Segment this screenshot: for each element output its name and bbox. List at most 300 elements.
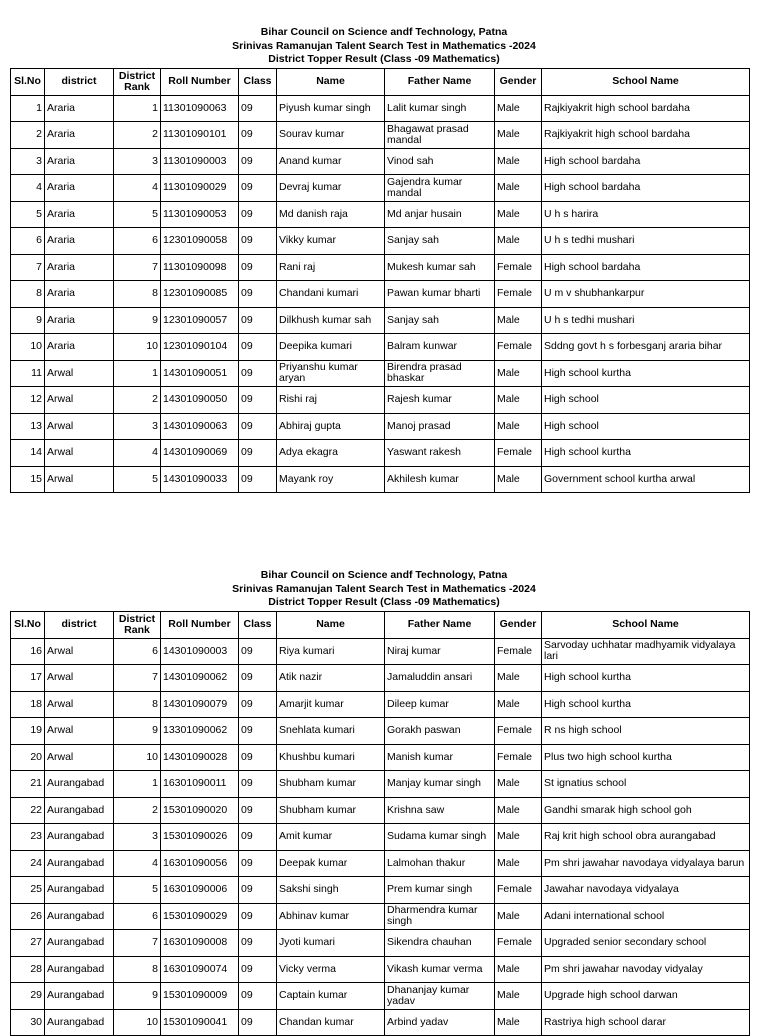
table-row	[11, 413, 750, 440]
cell-name: Piyush kumar singh	[277, 95, 385, 122]
table-header-row	[11, 68, 750, 95]
cell-gender: Female	[495, 930, 542, 957]
result-sheet-1	[0, 26, 768, 493]
cell-sl-no: 15	[11, 466, 45, 493]
cell-roll-number: 14301090062	[161, 665, 239, 692]
col-header-gender: Gender	[495, 611, 542, 638]
cell-school-name: Government school kurtha arwal	[542, 466, 750, 493]
cell-class: 09	[239, 1009, 277, 1036]
cell-father-name: Sanjay sah	[385, 228, 495, 255]
cell-sl-no: 13	[11, 413, 45, 440]
cell-district-rank: 4	[114, 175, 161, 202]
table-row	[11, 95, 750, 122]
cell-sl-no: 20	[11, 744, 45, 771]
cell-name: Devraj kumar	[277, 175, 385, 202]
cell-name: Chandani kumari	[277, 281, 385, 308]
table-row	[11, 307, 750, 334]
cell-district: Arwal	[45, 718, 114, 745]
table-row	[11, 718, 750, 745]
cell-district-rank: 2	[114, 797, 161, 824]
cell-class: 09	[239, 850, 277, 877]
cell-sl-no: 19	[11, 718, 45, 745]
cell-district-rank: 7	[114, 254, 161, 281]
cell-district: Araria	[45, 307, 114, 334]
cell-district-rank: 3	[114, 824, 161, 851]
cell-name: Anand kumar	[277, 148, 385, 175]
cell-gender: Female	[495, 638, 542, 665]
cell-gender: Male	[495, 360, 542, 387]
cell-district: Aurangabad	[45, 850, 114, 877]
result-sheet-2	[0, 569, 768, 1036]
cell-class: 09	[239, 903, 277, 930]
table-row	[11, 254, 750, 281]
cell-district-rank: 8	[114, 281, 161, 308]
cell-district: Arwal	[45, 440, 114, 467]
cell-class: 09	[239, 877, 277, 904]
cell-school-name: Rastriya high school darar	[542, 1009, 750, 1036]
cell-sl-no: 10	[11, 334, 45, 361]
cell-gender: Male	[495, 413, 542, 440]
council-title: Bihar Council on Science andf Technology, Patna	[0, 569, 768, 583]
col-header-roll-number: Roll Number	[161, 611, 239, 638]
cell-district: Arwal	[45, 665, 114, 692]
cell-gender: Male	[495, 122, 542, 149]
cell-district: Arwal	[45, 413, 114, 440]
cell-name: Mayank roy	[277, 466, 385, 493]
cell-gender: Female	[495, 877, 542, 904]
cell-district: Araria	[45, 175, 114, 202]
table-row	[11, 824, 750, 851]
cell-class: 09	[239, 638, 277, 665]
table-row	[11, 466, 750, 493]
cell-district: Araria	[45, 95, 114, 122]
table-row	[11, 387, 750, 414]
cell-school-name: Raj krit high school obra aurangabad	[542, 824, 750, 851]
cell-roll-number: 15301090026	[161, 824, 239, 851]
cell-name: Riya kumari	[277, 638, 385, 665]
cell-name: Sourav kumar	[277, 122, 385, 149]
table-header-row	[11, 611, 750, 638]
cell-father-name: Birendra prasad bhaskar	[385, 360, 495, 387]
cell-name: Abhinav kumar	[277, 903, 385, 930]
cell-gender: Male	[495, 691, 542, 718]
cell-district-rank: 4	[114, 440, 161, 467]
cell-sl-no: 2	[11, 122, 45, 149]
cell-class: 09	[239, 983, 277, 1010]
cell-sl-no: 7	[11, 254, 45, 281]
cell-district-rank: 10	[114, 1009, 161, 1036]
cell-school-name: High school bardaha	[542, 175, 750, 202]
cell-roll-number: 11301090003	[161, 148, 239, 175]
cell-district: Aurangabad	[45, 983, 114, 1010]
cell-district: Araria	[45, 122, 114, 149]
cell-district-rank: 5	[114, 466, 161, 493]
table-row	[11, 930, 750, 957]
cell-sl-no: 27	[11, 930, 45, 957]
cell-district: Aurangabad	[45, 877, 114, 904]
col-header-school-name: School Name	[542, 611, 750, 638]
cell-roll-number: 16301090006	[161, 877, 239, 904]
cell-class: 09	[239, 744, 277, 771]
cell-sl-no: 16	[11, 638, 45, 665]
cell-class: 09	[239, 387, 277, 414]
col-header-roll-number: Roll Number	[161, 68, 239, 95]
cell-school-name: High school kurtha	[542, 665, 750, 692]
cell-father-name: Lalmohan thakur	[385, 850, 495, 877]
cell-school-name: Jawahar navodaya vidyalaya	[542, 877, 750, 904]
col-header-school-name: School Name	[542, 68, 750, 95]
cell-gender: Female	[495, 334, 542, 361]
topper-table	[10, 611, 750, 1036]
cell-name: Dilkhush kumar sah	[277, 307, 385, 334]
cell-class: 09	[239, 254, 277, 281]
test-title: Srinivas Ramanujan Talent Search Test in Mathematics -2024	[0, 40, 768, 54]
cell-sl-no: 1	[11, 95, 45, 122]
cell-father-name: Manish kumar	[385, 744, 495, 771]
cell-roll-number: 12301090104	[161, 334, 239, 361]
cell-gender: Male	[495, 201, 542, 228]
cell-district-rank: 1	[114, 360, 161, 387]
cell-class: 09	[239, 718, 277, 745]
cell-school-name: High school kurtha	[542, 440, 750, 467]
cell-roll-number: 11301090098	[161, 254, 239, 281]
cell-class: 09	[239, 148, 277, 175]
cell-district-rank: 10	[114, 334, 161, 361]
cell-class: 09	[239, 360, 277, 387]
cell-class: 09	[239, 201, 277, 228]
cell-father-name: Arbind yadav	[385, 1009, 495, 1036]
col-header-district-rank: District Rank	[114, 68, 161, 95]
cell-school-name: High school kurtha	[542, 691, 750, 718]
cell-name: Priyanshu kumar aryan	[277, 360, 385, 387]
cell-district-rank: 5	[114, 877, 161, 904]
cell-sl-no: 3	[11, 148, 45, 175]
cell-class: 09	[239, 824, 277, 851]
cell-gender: Female	[495, 440, 542, 467]
cell-district: Arwal	[45, 466, 114, 493]
cell-gender: Female	[495, 744, 542, 771]
cell-district-rank: 2	[114, 387, 161, 414]
cell-sl-no: 8	[11, 281, 45, 308]
table-row	[11, 744, 750, 771]
cell-district: Arwal	[45, 360, 114, 387]
cell-class: 09	[239, 956, 277, 983]
cell-name: Snehlata kumari	[277, 718, 385, 745]
cell-district-rank: 3	[114, 413, 161, 440]
cell-father-name: Jamaluddin ansari	[385, 665, 495, 692]
cell-sl-no: 6	[11, 228, 45, 255]
cell-father-name: Lalit kumar singh	[385, 95, 495, 122]
cell-roll-number: 14301090033	[161, 466, 239, 493]
cell-class: 09	[239, 307, 277, 334]
cell-name: Amarjit kumar	[277, 691, 385, 718]
cell-name: Atik nazir	[277, 665, 385, 692]
cell-roll-number: 12301090057	[161, 307, 239, 334]
cell-school-name: U m v shubhankarpur	[542, 281, 750, 308]
cell-school-name: High school bardaha	[542, 148, 750, 175]
cell-sl-no: 22	[11, 797, 45, 824]
col-header-gender: Gender	[495, 68, 542, 95]
cell-school-name: High school kurtha	[542, 360, 750, 387]
table-row	[11, 638, 750, 665]
cell-gender: Female	[495, 254, 542, 281]
cell-gender: Female	[495, 718, 542, 745]
sheet-header	[0, 569, 768, 610]
cell-school-name: High school bardaha	[542, 254, 750, 281]
cell-school-name: Pm shri jawahar navodaya vidyalaya barun	[542, 850, 750, 877]
table-row	[11, 334, 750, 361]
col-header-class: Class	[239, 68, 277, 95]
cell-sl-no: 28	[11, 956, 45, 983]
table-row	[11, 771, 750, 798]
col-header-father-name: Father Name	[385, 68, 495, 95]
cell-name: Shubham kumar	[277, 771, 385, 798]
cell-district-rank: 7	[114, 930, 161, 957]
cell-district: Aurangabad	[45, 797, 114, 824]
cell-name: Md danish raja	[277, 201, 385, 228]
col-header-father-name: Father Name	[385, 611, 495, 638]
table-row	[11, 281, 750, 308]
council-title: Bihar Council on Science andf Technology, Patna	[0, 26, 768, 40]
cell-roll-number: 11301090029	[161, 175, 239, 202]
cell-class: 09	[239, 413, 277, 440]
cell-district: Aurangabad	[45, 1009, 114, 1036]
cell-father-name: Mukesh kumar sah	[385, 254, 495, 281]
cell-name: Chandan kumar	[277, 1009, 385, 1036]
cell-class: 09	[239, 691, 277, 718]
cell-class: 09	[239, 665, 277, 692]
cell-roll-number: 16301090011	[161, 771, 239, 798]
cell-gender: Male	[495, 1009, 542, 1036]
cell-district-rank: 6	[114, 638, 161, 665]
cell-sl-no: 23	[11, 824, 45, 851]
cell-roll-number: 14301090028	[161, 744, 239, 771]
cell-gender: Male	[495, 665, 542, 692]
cell-school-name: Upgrade high school darwan	[542, 983, 750, 1010]
col-header-name: Name	[277, 68, 385, 95]
cell-sl-no: 25	[11, 877, 45, 904]
cell-school-name: Rajkiyakrit high school bardaha	[542, 122, 750, 149]
cell-gender: Male	[495, 956, 542, 983]
cell-class: 09	[239, 122, 277, 149]
cell-class: 09	[239, 771, 277, 798]
col-header-district: district	[45, 611, 114, 638]
cell-district-rank: 9	[114, 718, 161, 745]
cell-name: Vikky kumar	[277, 228, 385, 255]
cell-roll-number: 12301090058	[161, 228, 239, 255]
cell-roll-number: 14301090050	[161, 387, 239, 414]
cell-name: Deepika kumari	[277, 334, 385, 361]
table-row	[11, 983, 750, 1010]
cell-name: Vicky verma	[277, 956, 385, 983]
cell-sl-no: 11	[11, 360, 45, 387]
cell-roll-number: 13301090062	[161, 718, 239, 745]
cell-father-name: Yaswant rakesh	[385, 440, 495, 467]
cell-sl-no: 14	[11, 440, 45, 467]
cell-father-name: Manjay kumar singh	[385, 771, 495, 798]
cell-father-name: Vikash kumar verma	[385, 956, 495, 983]
cell-roll-number: 14301090063	[161, 413, 239, 440]
cell-name: Rishi raj	[277, 387, 385, 414]
cell-roll-number: 16301090074	[161, 956, 239, 983]
cell-class: 09	[239, 797, 277, 824]
cell-district-rank: 7	[114, 665, 161, 692]
col-header-sl-no: Sl.No	[11, 611, 45, 638]
cell-gender: Male	[495, 148, 542, 175]
cell-father-name: Vinod sah	[385, 148, 495, 175]
cell-name: Adya ekagra	[277, 440, 385, 467]
cell-father-name: Pawan kumar bharti	[385, 281, 495, 308]
table-row	[11, 956, 750, 983]
cell-class: 09	[239, 175, 277, 202]
cell-roll-number: 14301090069	[161, 440, 239, 467]
cell-name: Shubham kumar	[277, 797, 385, 824]
cell-gender: Female	[495, 281, 542, 308]
cell-district: Araria	[45, 228, 114, 255]
cell-father-name: Rajesh kumar	[385, 387, 495, 414]
cell-class: 09	[239, 440, 277, 467]
table-row	[11, 797, 750, 824]
cell-sl-no: 29	[11, 983, 45, 1010]
cell-father-name: Dileep kumar	[385, 691, 495, 718]
cell-roll-number: 15301090009	[161, 983, 239, 1010]
cell-gender: Male	[495, 983, 542, 1010]
cell-sl-no: 18	[11, 691, 45, 718]
test-title: Srinivas Ramanujan Talent Search Test in Mathematics -2024	[0, 583, 768, 597]
cell-roll-number: 14301090003	[161, 638, 239, 665]
cell-district-rank: 5	[114, 201, 161, 228]
topper-table	[10, 68, 750, 494]
cell-father-name: Prem kumar singh	[385, 877, 495, 904]
cell-gender: Male	[495, 771, 542, 798]
cell-gender: Male	[495, 307, 542, 334]
table-row	[11, 360, 750, 387]
cell-school-name: St ignatius school	[542, 771, 750, 798]
cell-district-rank: 3	[114, 148, 161, 175]
table-row	[11, 201, 750, 228]
col-header-name: Name	[277, 611, 385, 638]
table-row	[11, 148, 750, 175]
cell-district: Aurangabad	[45, 824, 114, 851]
cell-name: Rani raj	[277, 254, 385, 281]
cell-district-rank: 9	[114, 983, 161, 1010]
col-header-sl-no: Sl.No	[11, 68, 45, 95]
cell-school-name: Gandhi smarak high school goh	[542, 797, 750, 824]
cell-district-rank: 6	[114, 903, 161, 930]
cell-district-rank: 8	[114, 956, 161, 983]
cell-father-name: Akhilesh kumar	[385, 466, 495, 493]
cell-school-name: U h s harira	[542, 201, 750, 228]
cell-gender: Male	[495, 466, 542, 493]
cell-roll-number: 12301090085	[161, 281, 239, 308]
cell-sl-no: 17	[11, 665, 45, 692]
cell-name: Khushbu kumari	[277, 744, 385, 771]
cell-district: Araria	[45, 201, 114, 228]
cell-gender: Male	[495, 387, 542, 414]
cell-sl-no: 4	[11, 175, 45, 202]
cell-school-name: U h s tedhi mushari	[542, 228, 750, 255]
cell-district: Araria	[45, 281, 114, 308]
cell-sl-no: 30	[11, 1009, 45, 1036]
cell-father-name: Krishna saw	[385, 797, 495, 824]
col-header-class: Class	[239, 611, 277, 638]
cell-district: Arwal	[45, 691, 114, 718]
cell-school-name: Upgraded senior secondary school	[542, 930, 750, 957]
cell-district: Aurangabad	[45, 956, 114, 983]
cell-father-name: Dhananjay kumar yadav	[385, 983, 495, 1010]
cell-district-rank: 10	[114, 744, 161, 771]
table-row	[11, 691, 750, 718]
table-row	[11, 665, 750, 692]
table-row	[11, 877, 750, 904]
cell-father-name: Niraj kumar	[385, 638, 495, 665]
cell-district-rank: 6	[114, 228, 161, 255]
table-row	[11, 440, 750, 467]
cell-class: 09	[239, 95, 277, 122]
cell-district-rank: 4	[114, 850, 161, 877]
cell-father-name: Sikendra chauhan	[385, 930, 495, 957]
cell-class: 09	[239, 228, 277, 255]
cell-class: 09	[239, 281, 277, 308]
cell-roll-number: 16301090008	[161, 930, 239, 957]
cell-school-name: High school	[542, 387, 750, 414]
cell-father-name: Gorakh paswan	[385, 718, 495, 745]
cell-name: Abhiraj gupta	[277, 413, 385, 440]
cell-school-name: Plus two high school kurtha	[542, 744, 750, 771]
cell-class: 09	[239, 466, 277, 493]
cell-gender: Male	[495, 903, 542, 930]
result-title: District Topper Result (Class -09 Mathematics)	[0, 53, 768, 67]
cell-father-name: Dharmendra kumar singh	[385, 903, 495, 930]
cell-gender: Male	[495, 228, 542, 255]
cell-roll-number: 16301090056	[161, 850, 239, 877]
cell-roll-number: 11301090053	[161, 201, 239, 228]
cell-roll-number: 15301090041	[161, 1009, 239, 1036]
cell-district-rank: 2	[114, 122, 161, 149]
table-row	[11, 175, 750, 202]
table-row	[11, 122, 750, 149]
cell-father-name: Sanjay sah	[385, 307, 495, 334]
cell-sl-no: 5	[11, 201, 45, 228]
cell-roll-number: 11301090101	[161, 122, 239, 149]
cell-father-name: Manoj prasad	[385, 413, 495, 440]
table-row	[11, 903, 750, 930]
cell-district-rank: 8	[114, 691, 161, 718]
cell-roll-number: 15301090029	[161, 903, 239, 930]
cell-name: Sakshi singh	[277, 877, 385, 904]
col-header-district: district	[45, 68, 114, 95]
cell-district: Araria	[45, 148, 114, 175]
cell-class: 09	[239, 930, 277, 957]
cell-school-name: R ns high school	[542, 718, 750, 745]
cell-school-name: U h s tedhi mushari	[542, 307, 750, 334]
cell-father-name: Balram kunwar	[385, 334, 495, 361]
cell-name: Amit kumar	[277, 824, 385, 851]
cell-sl-no: 24	[11, 850, 45, 877]
cell-gender: Male	[495, 797, 542, 824]
cell-sl-no: 12	[11, 387, 45, 414]
cell-sl-no: 21	[11, 771, 45, 798]
cell-roll-number: 15301090020	[161, 797, 239, 824]
cell-school-name: Adani international school	[542, 903, 750, 930]
col-header-district-rank: District Rank	[114, 611, 161, 638]
cell-name: Captain kumar	[277, 983, 385, 1010]
cell-district-rank: 1	[114, 771, 161, 798]
cell-district-rank: 1	[114, 95, 161, 122]
cell-roll-number: 14301090051	[161, 360, 239, 387]
cell-roll-number: 14301090079	[161, 691, 239, 718]
cell-district: Arwal	[45, 744, 114, 771]
